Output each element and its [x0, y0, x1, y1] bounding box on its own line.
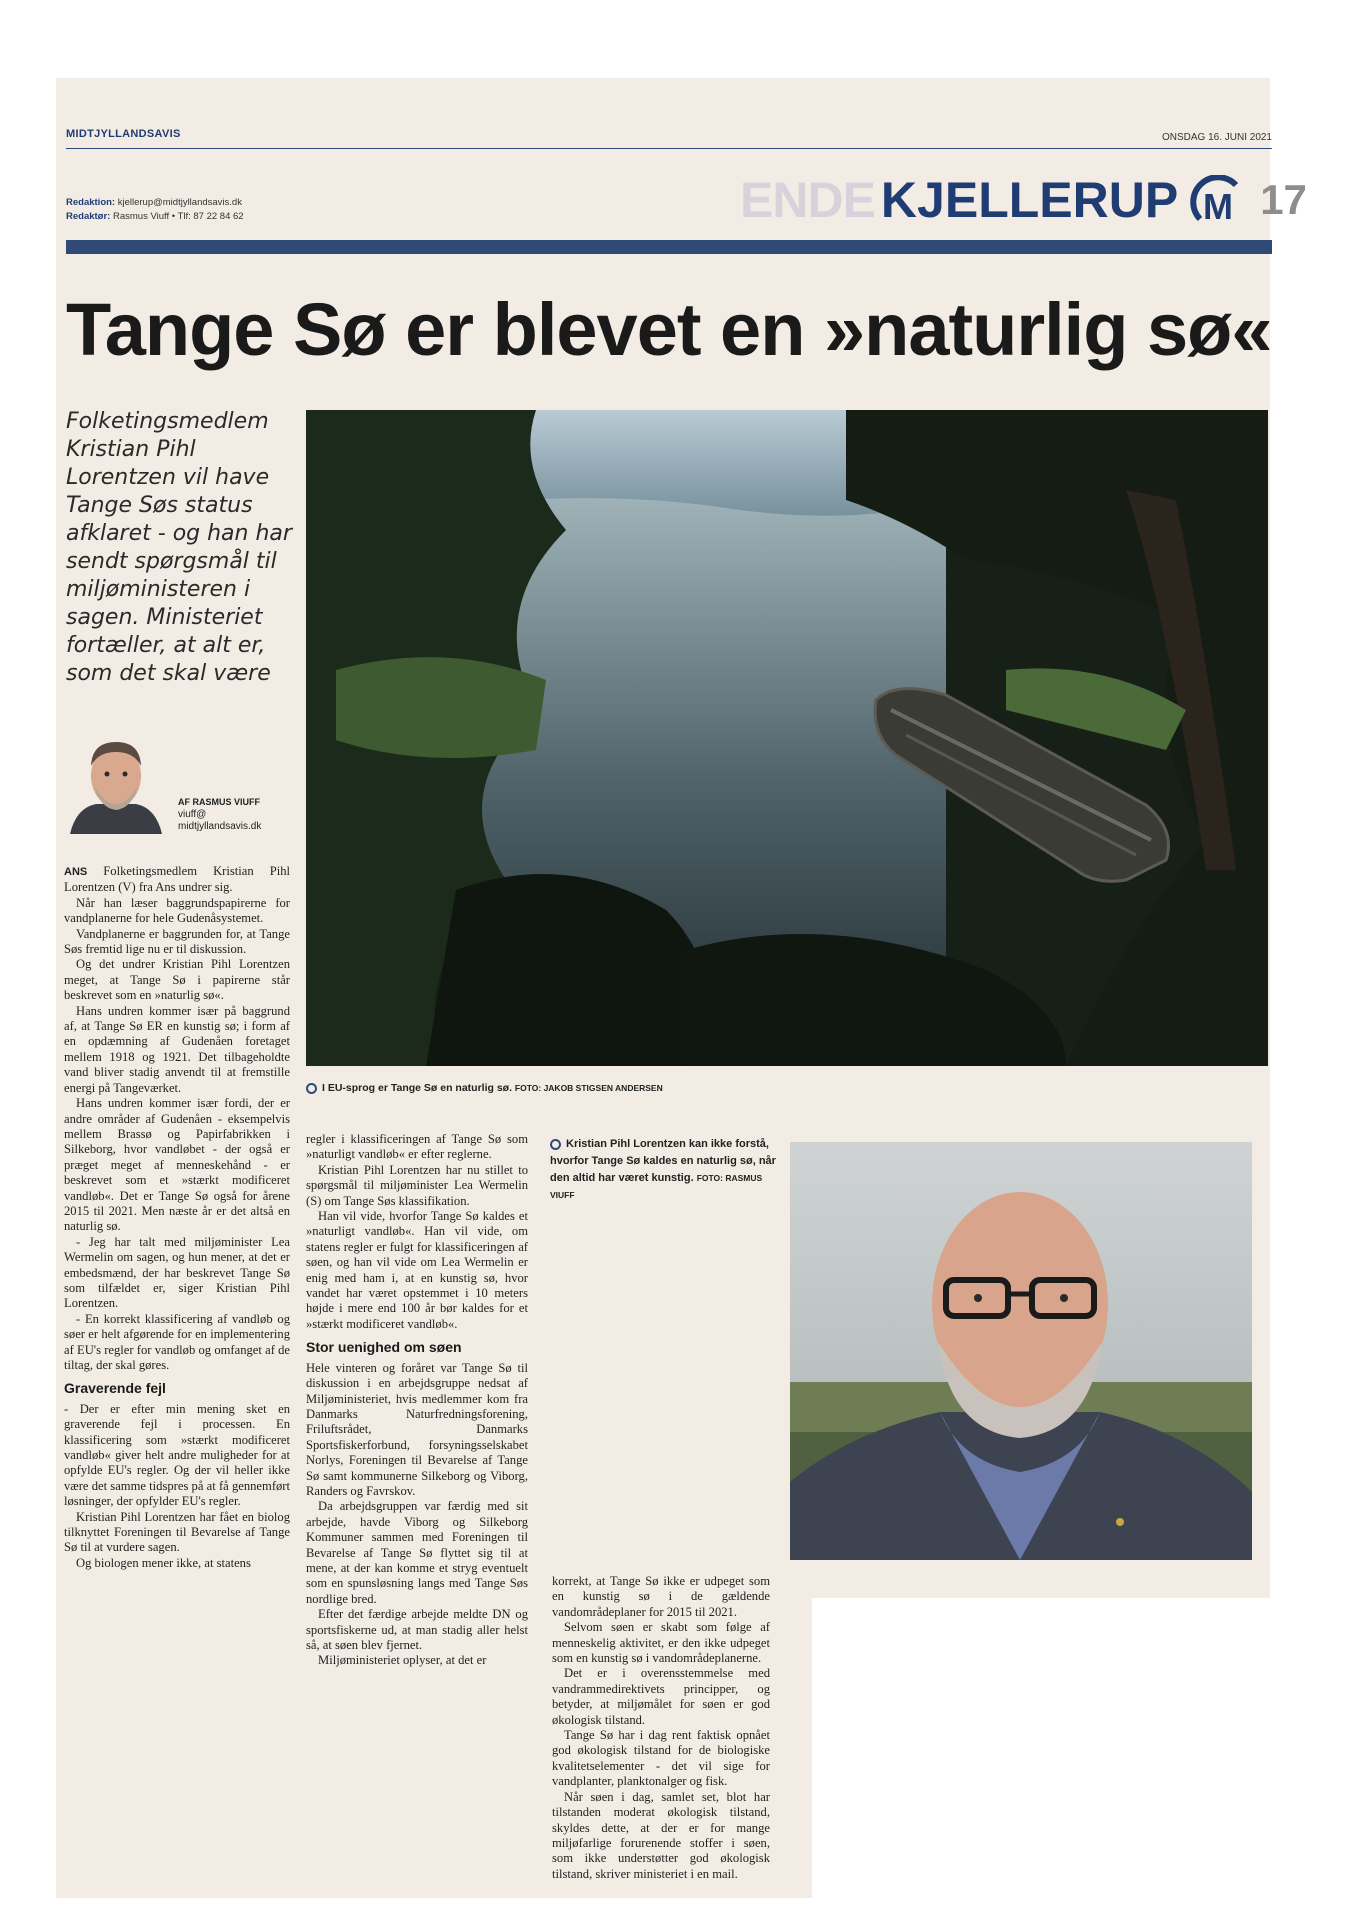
paragraph: Kristian Pihl Lorentzen har nu stillet to spørgsmål til miljøminister Lea Wermelin (S) om Tange Søs klassifikation.: [306, 1162, 528, 1208]
byline-email-2: midtjyllandsavis.dk: [178, 821, 262, 832]
byline-email-1: viuff@: [178, 809, 207, 820]
paragraph: Da arbejdsgruppen var færdig med sit arbejde, havde Viborg og Silkeborg Kommuner sammen med Foreningen til Bevarelse af Tange Sø flyttet sig til at mene, at der kan komme et stryg eventuelt som en spunsløsning langs med Tange Søs nordlige bred.: [306, 1499, 528, 1606]
article-column-3: [552, 1574, 770, 1882]
editor-label: Redaktør:: [66, 211, 111, 222]
author-box: [66, 730, 296, 840]
paragraph: Folketingsmedlem Kristian Pihl Lorentzen (V) fra Ans undrer sig.: [64, 864, 290, 895]
politician-portrait-photo: [790, 1142, 1252, 1560]
lake-boat-photo: [306, 410, 1268, 1066]
paragraph: Hans undren kommer især på baggrund af, at Tange Sø ER en kunstig sø; i form af en opdæmning af Gudenåen foretaget mellem 1918 og 1921. Det tilbageholdte vand bliver stadig anvendt til at fremstille energi på Tangeværket.: [64, 1003, 290, 1095]
paragraph: Kristian Pihl Lorentzen har fået en biolog tilknyttet Foreningen til Bevarelse af Tange Sø til at vurdere sagen.: [64, 1509, 290, 1555]
headline: Tange Sø er blevet en »naturlig sø«: [66, 288, 1272, 371]
paragraph: Hans undren kommer især fordi, der er andre områder af Gudenåen - eksempelvis mellem Brassø og Papirfabrikken i Silkeborg, hvor vandløbet - der også er præget meget af menneskehånd - er beskrevet som et »stærkt modificeret vandløb«. Det er Tange Sø også for årene 2015 til 2021. Men næste år er det altså en naturlig sø.: [64, 1096, 290, 1234]
byline: [178, 796, 261, 833]
photo-caption-1: [306, 1082, 663, 1094]
section-name: KJELLERUP: [880, 172, 1179, 228]
paragraph: Miljøministeriet oplyser, at det er: [318, 1653, 487, 1668]
subheading: Stor uenighed om søen: [306, 1339, 462, 1356]
article-column-2: [306, 1132, 528, 1669]
paragraph: - En korrekt klassificering af vandløb og søer er helt afgørende for en implementering af EU's regler for vandløb og omfanget af de tiltag, der skal gøres.: [64, 1311, 290, 1372]
issue-date: ONSDAG 16. JUNI 2021: [1161, 132, 1272, 143]
section-header: [740, 170, 1307, 230]
paragraph: Og biologen mener ikke, at statens: [76, 1555, 251, 1570]
standfirst: Folketingsmedlem Kristian Pihl Lorentzen vil have Tange Søs status afklaret - og han har sendt spørgsmål til miljøministeren i sagen. Ministeriet fortæller, at alt er, som det skal være: [66, 409, 292, 686]
author-photo: [66, 730, 166, 834]
dateline: ANS: [64, 866, 88, 878]
caption-bullet-icon: [306, 1083, 317, 1094]
page-number: 17: [1260, 176, 1307, 223]
caption-bullet-icon: [550, 1139, 561, 1150]
editorial-email: kjellerup@midtjyllandsavis.dk: [117, 197, 242, 208]
section-ghost-text: ENDE: [740, 172, 875, 228]
masthead-rule: [66, 148, 1272, 149]
paper-name: MIDTJYLLANDSAVIS: [66, 128, 181, 140]
paragraph: Når søen i dag, samlet set, blot har tilstanden moderat økologisk tilstand, skyldes dette, at der er for mange miljøfarlige forurenende stoffer i søen, som ikke understøtter god økologisk tilstand, skriver ministeriet i en mail.: [552, 1789, 770, 1881]
paragraph: Han vil vide, hvorfor Tange Sø kaldes et »naturligt vandløb«. Han vil vide, om statens regler er fulgt for klassificeringen af søen, og han vil vide om Lea Wermelin er enig med ham i, at en kunstig sø, hvor vandet har været opstemmet i 10 meters højde i mere end 100 år bør kaldes for et »stærkt modificeret vandløb«.: [306, 1209, 528, 1331]
section-bar: [66, 240, 1272, 254]
paragraph: Det er i overensstemmelse med vandrammedirektivets principper, og betyder, at miljømålet for søen er god økologisk tilstand.: [552, 1666, 770, 1727]
svg-text:M: M: [1203, 186, 1234, 225]
m-logo-icon: [1190, 175, 1246, 225]
paragraph: regler i klassificeringen af Tange Sø som »naturligt vandløb« er efter reglerne.: [306, 1132, 528, 1162]
paragraph: Efter det færdige arbejde meldte DN og sportsfiskerne ud, at man stadig aller helst så, at søen blev fjernet.: [306, 1607, 528, 1652]
paragraph: korrekt, at Tange Sø ikke er udpeget som en kunstig sø i de gældende vandområdeplaner for 2015 til 2021.: [552, 1574, 770, 1619]
photo-caption-2: [550, 1136, 780, 1204]
paragraph: Selvom søen er skabt som følge af menneskelig aktivitet, er den ikke udpeget som en kunstig sø i vandområdeplanerne.: [552, 1620, 770, 1666]
editorial-label: Redaktion:: [66, 197, 116, 208]
paragraph: Når han læser baggrundspapirerne for vandplanerne for hele Gudenåsystemet.: [64, 895, 290, 926]
paragraph: - Der er efter min mening sket en graverende fejl i processen. En klassificering som »stærkt modificeret vandløb« giver helt andre muligheder for at opfylde EU's regler. Og der vil heller ikke være det samme tidspres på at få gennemført løsninger, der opfylder EU's regler.: [64, 1401, 290, 1509]
editor-info: Rasmus Viuff • Tlf: 87 22 84 62: [112, 211, 244, 222]
editorial-credits: [66, 196, 244, 224]
paragraph: Og det undrer Kristian Pihl Lorentzen meget, at Tange Sø i papirerne står beskrevet som en »naturlig sø«.: [64, 957, 290, 1003]
caption-2-text: Kristian Pihl Lorentzen kan ikke forstå, hvorfor Tange Sø kaldes en naturlig sø, når den altid har været kunstig.: [550, 1138, 776, 1184]
paragraph: Vandplanerne er baggrunden for, at Tange Søs fremtid lige nu er til diskussion.: [64, 926, 290, 957]
caption-2-credit: FOTO: RASMUS VIUFF: [550, 1173, 763, 1200]
byline-name: AF RASMUS VIUFF: [178, 797, 260, 807]
paragraph: Hele vinteren og foråret var Tange Sø til diskussion i en arbejdsgruppe nedsat af Miljøministeriet, hvis medlemmer kom fra Danmarks Naturfredningsforening, Friluftsrådet, Danmarks Sportsfiskerforbund, forsyningsselskabet Norlys, Foreningen til Bevarelse af Tange Sø samt kommunerne Silkeborg og Viborg, Randers og Favrskov.: [306, 1360, 528, 1498]
article-column-1: [64, 864, 290, 1571]
paragraph: Tange Sø har i dag rent faktisk opnået god økologisk tilstand for de biologiske kvalitetselementer - det vil sige for vandplanter, planktonalger og fisk.: [552, 1728, 770, 1789]
paragraph: - Jeg har talt med miljøminister Lea Wermelin om sagen, og hun mener, at det er embedsmænd, der har beskrevet Tange Sø som tilfældet er, siger Kristian Pihl Lorentzen.: [64, 1234, 290, 1311]
clipping-cutout: [812, 1598, 1358, 1920]
caption-1-credit: FOTO: JAKOB STIGSEN ANDERSEN: [514, 1083, 663, 1093]
subheading: Graverende fejl: [64, 1380, 166, 1397]
caption-1-text: I EU-sprog er Tange Sø en naturlig sø.: [322, 1082, 512, 1094]
